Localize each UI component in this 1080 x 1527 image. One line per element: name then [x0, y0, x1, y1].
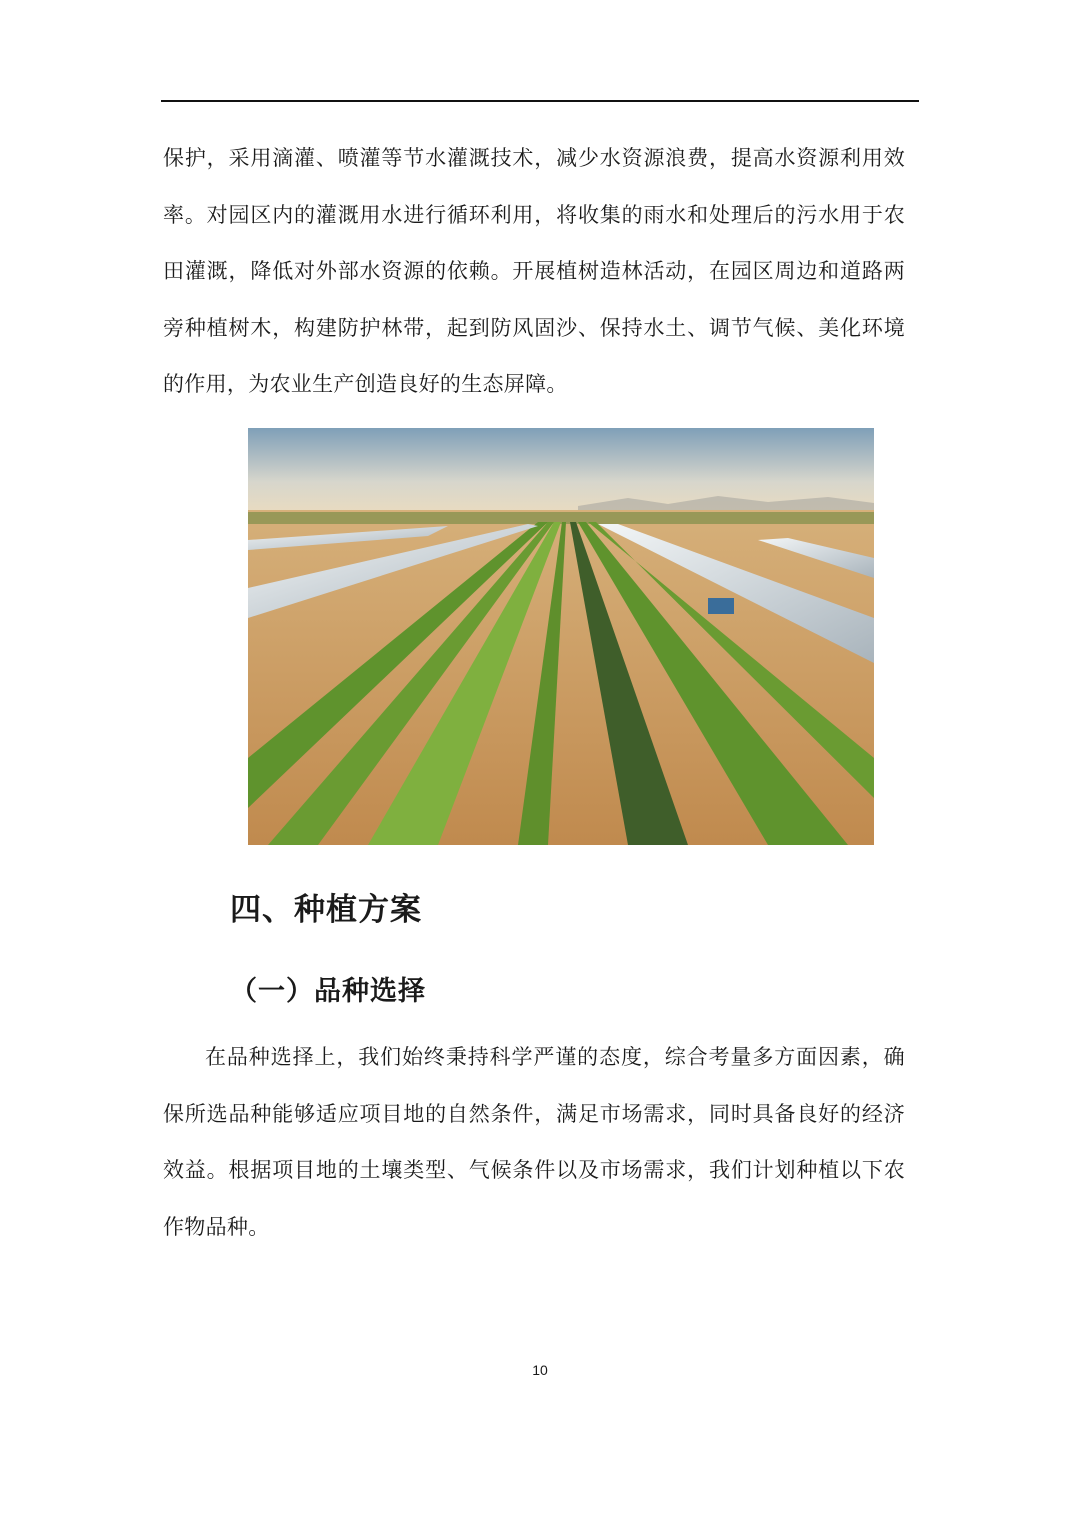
section-heading: 四、种植方案 — [230, 892, 422, 928]
page-number: 10 — [532, 1362, 548, 1378]
farm-photo — [248, 428, 874, 845]
subsection-heading: （一）品种选择 — [230, 976, 426, 1007]
header-rule — [161, 100, 919, 102]
body-paragraph-2: 在品种选择上，我们始终秉持科学严谨的态度，综合考量多方面因素，确保所选品种能够适应项目地的自然条件，满足市场需求，同时具备良好的经济效益。根据项目地的土壤类型、气候条件以及市场需求，我们计划种植以下农作物品种。 — [163, 1045, 905, 1239]
body-paragraph-1: 保护，采用滴灌、喷灌等节水灌溉技术，减少水资源浪费，提高水资源利用效率。对园区内的灌溉用水进行循环利用，将收集的雨水和处理后的污水用于农田灌溉，降低对外部水资源的依赖。开展植树造林活动，在园区周边和道路两旁种植树木，构建防护林带，起到防风固沙、保持水土、调节气候、美化环境的作用，为农业生产创造良好的生态屏障。 — [163, 146, 905, 396]
